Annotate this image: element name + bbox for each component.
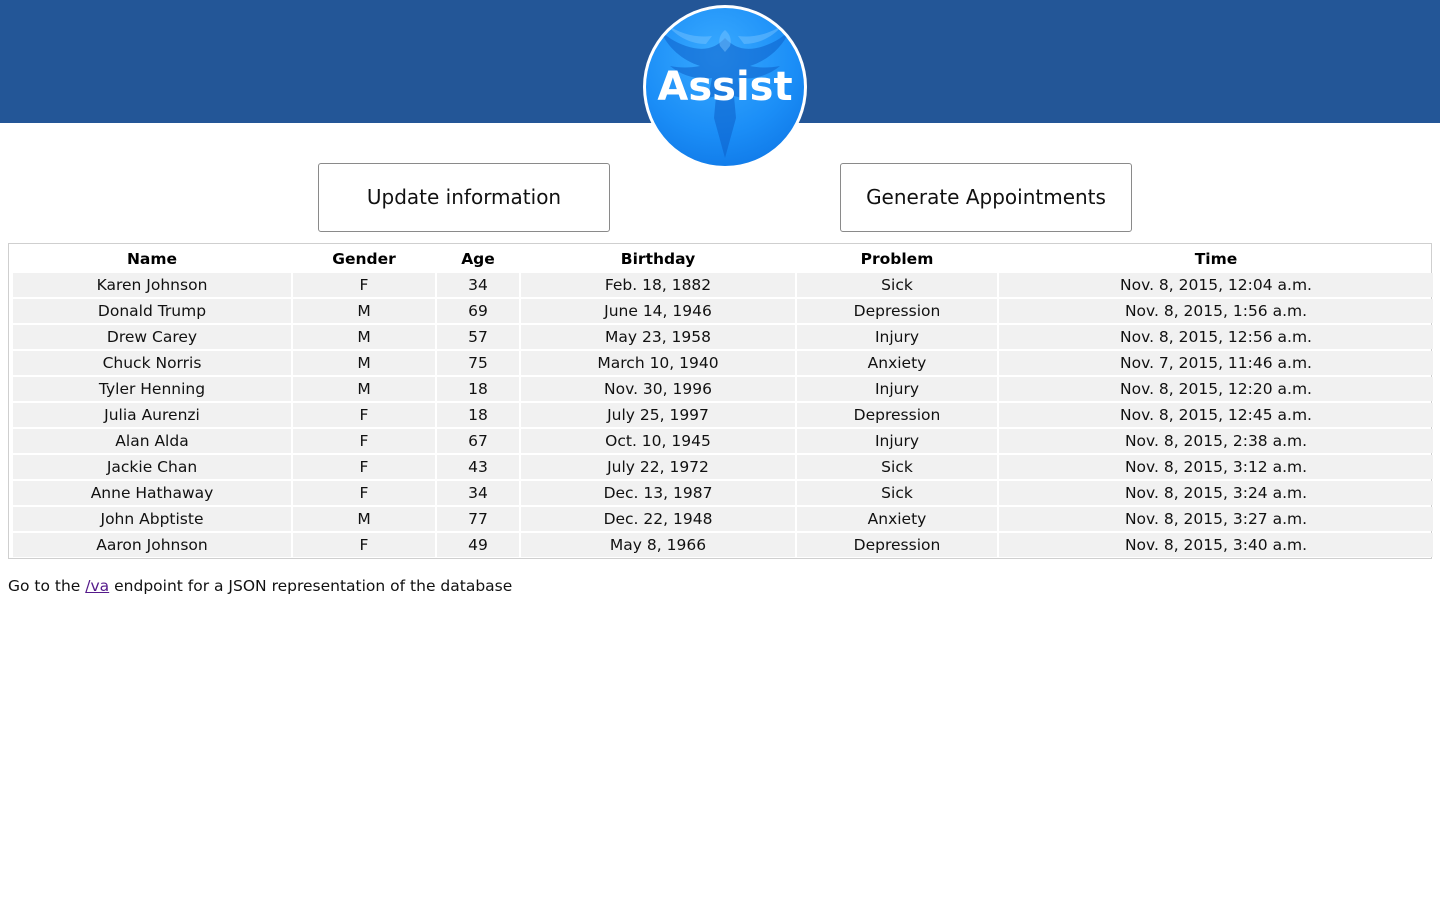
column-header-birthday: Birthday [620, 250, 696, 268]
cell-age: 75 [437, 351, 519, 375]
cell-gender: M [293, 351, 435, 375]
cell-birthday: July 25, 1997 [521, 403, 795, 427]
table-row [13, 507, 1433, 531]
cell-problem: Sick [797, 455, 997, 479]
cell-time: Nov. 8, 2015, 3:40 a.m. [999, 533, 1433, 557]
footer-note [8, 575, 512, 597]
cell-name: Tyler Henning [13, 377, 291, 401]
logo-text: Assist [657, 64, 793, 110]
cell-birthday: Oct. 10, 1945 [521, 429, 795, 453]
cell-gender: M [293, 299, 435, 323]
cell-time: Nov. 8, 2015, 3:24 a.m. [999, 481, 1433, 505]
generate-appointments-button[interactable]: Generate Appointments [840, 163, 1132, 232]
cell-problem: Depression [797, 533, 997, 557]
cell-problem: Anxiety [797, 507, 997, 531]
cell-birthday: June 14, 1946 [521, 299, 795, 323]
cell-gender: F [293, 429, 435, 453]
cell-age: 18 [437, 377, 519, 401]
cell-gender: M [293, 507, 435, 531]
cell-time: Nov. 8, 2015, 12:45 a.m. [999, 403, 1433, 427]
table-row [13, 351, 1433, 375]
cell-time: Nov. 8, 2015, 1:56 a.m. [999, 299, 1433, 323]
cell-problem: Sick [797, 273, 997, 297]
column-header-gender: Gender [332, 250, 396, 268]
cell-problem: Injury [797, 429, 997, 453]
cell-age: 67 [437, 429, 519, 453]
cell-problem: Depression [797, 403, 997, 427]
cell-time: Nov. 8, 2015, 2:38 a.m. [999, 429, 1433, 453]
cell-name: Karen Johnson [13, 273, 291, 297]
cell-birthday: Dec. 13, 1987 [521, 481, 795, 505]
cell-age: 77 [437, 507, 519, 531]
cell-age: 34 [437, 273, 519, 297]
cell-problem: Sick [797, 481, 997, 505]
cell-name: Drew Carey [13, 325, 291, 349]
cell-name: Anne Hathaway [13, 481, 291, 505]
cell-age: 18 [437, 403, 519, 427]
cell-gender: F [293, 533, 435, 557]
cell-gender: F [293, 273, 435, 297]
cell-time: Nov. 8, 2015, 12:56 a.m. [999, 325, 1433, 349]
cell-age: 43 [437, 455, 519, 479]
cell-age: 34 [437, 481, 519, 505]
table-row [13, 377, 1433, 401]
table-row [13, 403, 1433, 427]
table-row [13, 533, 1433, 557]
cell-birthday: May 8, 1966 [521, 533, 795, 557]
column-header-time: Time [1194, 250, 1238, 268]
cell-gender: F [293, 455, 435, 479]
cell-name: John Abptiste [13, 507, 291, 531]
cell-age: 69 [437, 299, 519, 323]
table-row [13, 299, 1433, 323]
cell-name: Jackie Chan [13, 455, 291, 479]
cell-birthday: Nov. 30, 1996 [521, 377, 795, 401]
column-header-name: Name [126, 250, 178, 268]
table-row [13, 273, 1433, 297]
cell-time: Nov. 7, 2015, 11:46 a.m. [999, 351, 1433, 375]
cell-name: Alan Alda [13, 429, 291, 453]
table-row [13, 325, 1433, 349]
cell-time: Nov. 8, 2015, 3:12 a.m. [999, 455, 1433, 479]
cell-problem: Anxiety [797, 351, 997, 375]
column-header-problem: Problem [860, 250, 934, 268]
footer-suffix: endpoint for a JSON representation of the database [109, 577, 513, 595]
column-header-age: Age [461, 250, 495, 268]
table-header-row [13, 247, 1433, 271]
cell-birthday: Dec. 22, 1948 [521, 507, 795, 531]
cell-name: Julia Aurenzi [13, 403, 291, 427]
patients-table [8, 243, 1432, 559]
table-row [13, 429, 1433, 453]
cell-gender: F [293, 403, 435, 427]
footer-prefix: Go to the [8, 577, 86, 595]
cell-name: Chuck Norris [13, 351, 291, 375]
cell-name: Donald Trump [13, 299, 291, 323]
cell-problem: Depression [797, 299, 997, 323]
cell-time: Nov. 8, 2015, 12:20 a.m. [999, 377, 1433, 401]
cell-age: 49 [437, 533, 519, 557]
cell-birthday: Feb. 18, 1882 [521, 273, 795, 297]
logo-badge [646, 8, 804, 166]
cell-birthday: March 10, 1940 [521, 351, 795, 375]
cell-age: 57 [437, 325, 519, 349]
va-endpoint-link[interactable]: /va [85, 577, 110, 595]
cell-gender: M [293, 325, 435, 349]
table-row [13, 455, 1433, 479]
table-row [13, 481, 1433, 505]
cell-problem: Injury [797, 325, 997, 349]
update-information-button[interactable]: Update information [318, 163, 610, 232]
cell-name: Aaron Johnson [13, 533, 291, 557]
cell-birthday: May 23, 1958 [521, 325, 795, 349]
cell-time: Nov. 8, 2015, 3:27 a.m. [999, 507, 1433, 531]
cell-gender: M [293, 377, 435, 401]
cell-birthday: July 22, 1972 [521, 455, 795, 479]
cell-gender: F [293, 481, 435, 505]
cell-time: Nov. 8, 2015, 12:04 a.m. [999, 273, 1433, 297]
cell-problem: Injury [797, 377, 997, 401]
assist-logo[interactable] [643, 5, 807, 169]
